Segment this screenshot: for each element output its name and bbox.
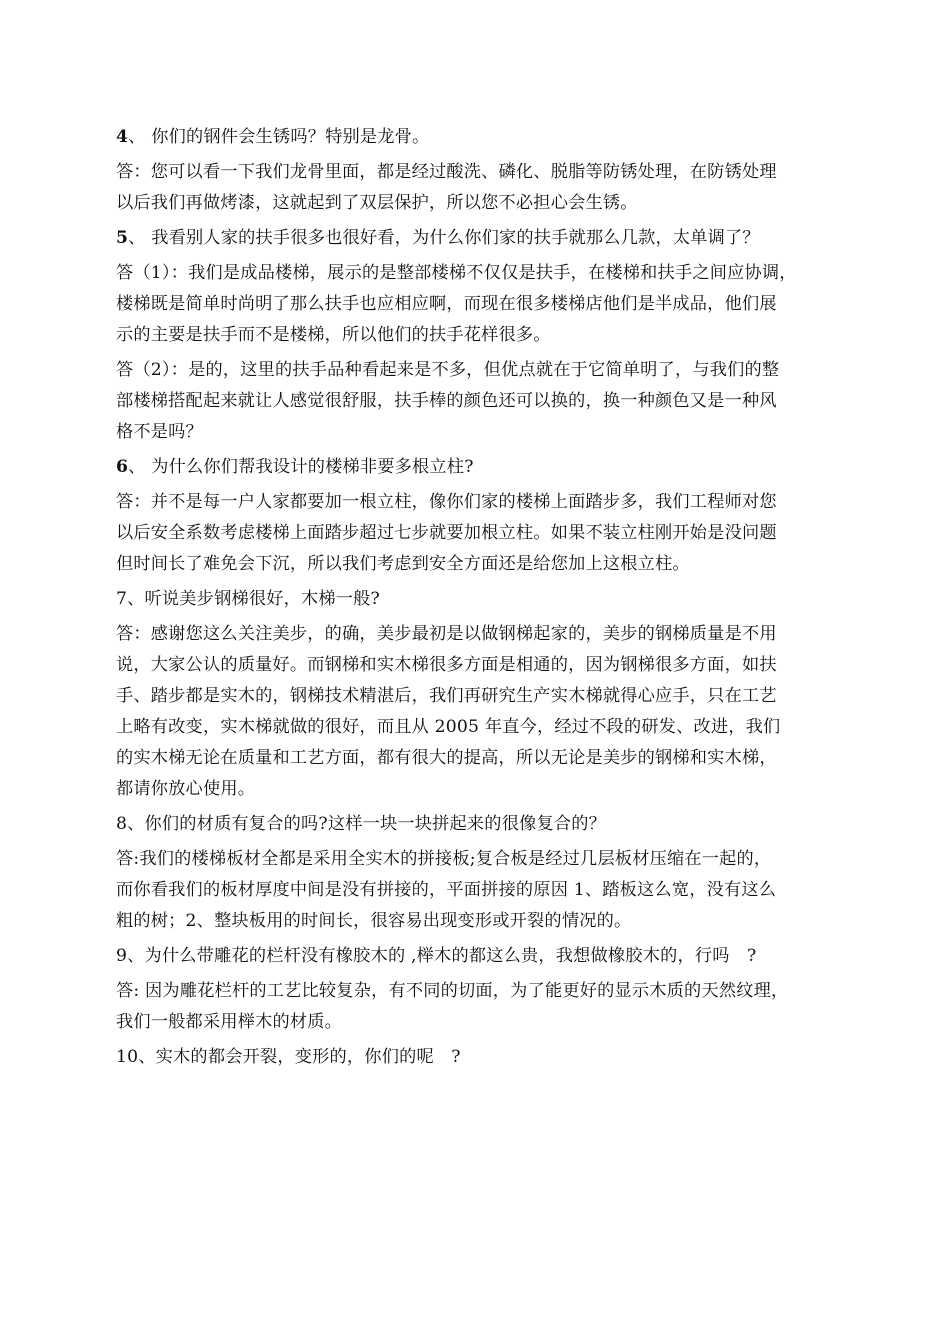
question-text: 10、实木的都会开裂，变形的，你们的呢 ? xyxy=(116,1047,461,1067)
answer-line: 而你看我们的板材厚度中间是没有拼接的，平面拼接的原因 1、踏板这么宽，没有这么 xyxy=(116,880,777,900)
question-number: 4 xyxy=(116,127,129,147)
question-text: 、 我看别人家的扶手很多也很好看，为什么你们家的扶手就那么几款，太单调了？ xyxy=(128,228,760,248)
answer-line: 答（1）：我们是成品楼梯，展示的是整部楼梯不仅仅是扶手，在楼梯和扶手之间应协调， xyxy=(116,263,797,283)
answer-line: 的实木梯无论在质量和工艺方面，都有很大的提高，所以无论是美步的钢梯和实木梯， xyxy=(116,748,777,768)
question-text: 9、为什么带雕花的栏杆没有橡胶木的 ,榉木的都这么贵，我想做橡胶木的，行吗 ? xyxy=(116,946,757,966)
question-text: 、 为什么你们帮我设计的楼梯非要多根立柱? xyxy=(128,457,474,477)
answer-line: 我们一般都采用榉木的材质。 xyxy=(116,1012,343,1032)
answer-line: 但时间长了难免会下沉，所以我们考虑到安全方面还是给您加上这根立柱。 xyxy=(116,554,690,574)
answer-line: 答（2）：是的，这里的扶手品种看起来是不多，但优点就在于它简单明了，与我们的整 xyxy=(116,360,780,380)
question-number: 5 xyxy=(116,228,129,248)
answer-line: 示的主要是扶手而不是楼梯，所以他们的扶手花样很多。 xyxy=(116,325,551,345)
answer-line: 以后安全系数考虑楼梯上面踏步超过七步就要加根立柱。如果不装立柱刚开始是没问题 xyxy=(116,523,777,543)
answer-line: 以后我们再做烤漆，这就起到了双层保护，所以您不必担心会生锈。 xyxy=(116,193,638,213)
answer-line: 答：并不是每一户人家都要加一根立柱，像你们家的楼梯上面踏步多，我们工程师对您 xyxy=(116,492,777,512)
answer-line: 说，大家公认的质量好。而钢梯和实木梯很多方面是相通的，因为钢梯很多方面，如扶 xyxy=(116,655,777,675)
answer-paragraph xyxy=(116,157,836,219)
answer-line: 楼梯既是简单时尚明了那么扶手也应相应啊，而现在很多楼梯店他们是半成品，他们展 xyxy=(116,294,777,314)
answer-line: 部楼梯搭配起来就让人感觉很舒服，扶手棒的颜色还可以换的，换一种颜色又是一种风 xyxy=(116,391,777,411)
answer-line: 格不是吗？ xyxy=(116,422,203,442)
answer-line: 手、踏步都是实木的，钢梯技术精湛后，我们再研究生产实木梯就得心应手，只在工艺 xyxy=(116,686,777,706)
answer-line: 答：感谢您这么关注美步，的确，美步最初是以做钢梯起家的，美步的钢梯质量是不用 xyxy=(116,624,777,644)
question-line xyxy=(116,941,836,972)
question-text: 7、听说美步钢梯很好，木梯一般? xyxy=(116,589,380,609)
answer-paragraph xyxy=(116,619,836,805)
answer-paragraph xyxy=(116,355,836,448)
answer-paragraph xyxy=(116,976,836,1038)
question-line xyxy=(116,584,836,615)
question-number: 6 xyxy=(116,457,129,477)
answer-paragraph xyxy=(116,258,836,351)
document-body xyxy=(116,118,836,1073)
question-line xyxy=(116,122,836,153)
answer-line: 粗的树；2、整块板用的时间长，很容易出现变形或开裂的情况的。 xyxy=(116,911,632,931)
answer-line: 上略有改变，实木梯就做的很好，而且从 2005 年直今，经过不段的研发、改进，我们 xyxy=(116,717,781,737)
answer-line: 答：您可以看一下我们龙骨里面，都是经过酸洗、磷化、脱脂等防锈处理，在防锈处理 xyxy=(116,162,777,182)
question-line xyxy=(116,1042,836,1073)
question-line xyxy=(116,452,836,483)
answer-line: 答:我们的楼梯板材全都是采用全实木的拼接板;复合板是经过几层板材压缩在一起的， xyxy=(116,849,772,869)
question-line xyxy=(116,223,836,254)
question-text: 8、你们的材质有复合的吗?这样一块一块拼起来的很像复合的？ xyxy=(116,814,607,834)
answer-line: 答: 因为雕花栏杆的工艺比较复杂，有不同的切面，为了能更好的显示木质的天然纹理， xyxy=(116,981,789,1001)
answer-paragraph xyxy=(116,844,836,937)
question-text: 、 你们的钢件会生锈吗？特别是龙骨。 xyxy=(128,127,430,147)
answer-paragraph xyxy=(116,487,836,580)
question-line xyxy=(116,809,836,840)
answer-line: 都请你放心使用。 xyxy=(116,779,256,799)
